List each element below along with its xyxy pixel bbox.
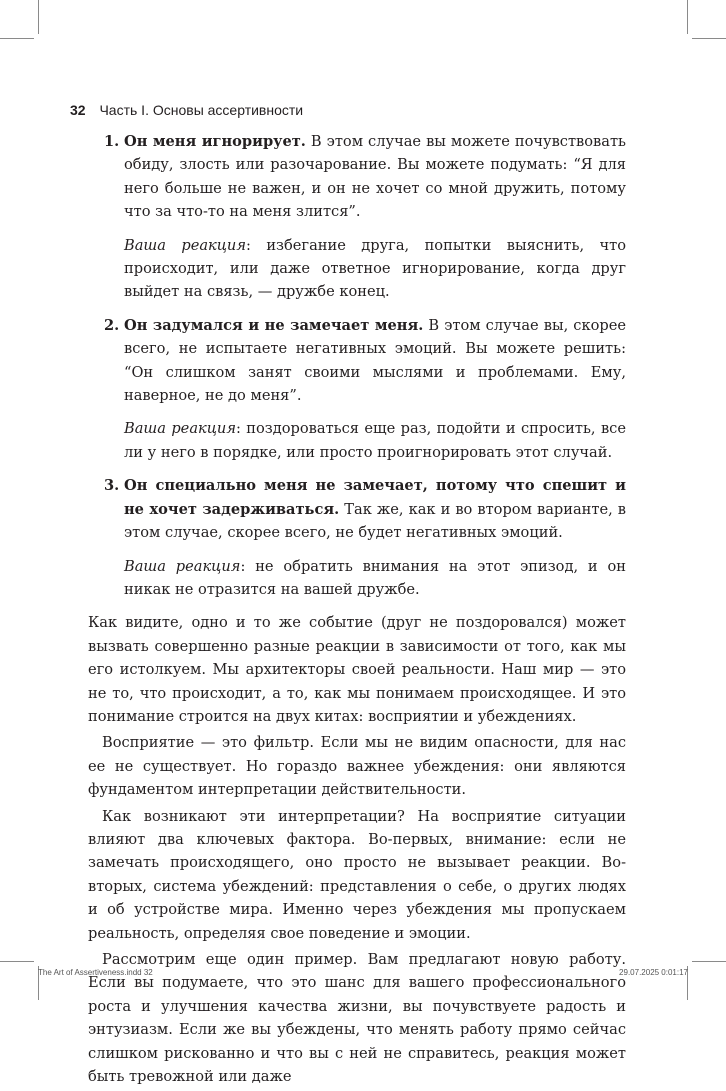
list-item <box>104 314 626 464</box>
paragraph: Рассмотрим еще один пример. Вам предлагают новую работу. Если вы подумаете, что это шанс для вашего профессионального роста и улучшения качества жизни, вы почувствуете радость и энтузиазм. Если же вы убеждены, что менять работу прямо сейчас слишком рискованно и что вы с ней не справитесь, реакция может быть тревожной или даже <box>88 951 626 1086</box>
list-number: 3. <box>104 477 120 495</box>
list-item <box>104 130 626 304</box>
footer-timestamp: 29.07.2025 0:01:17 <box>619 968 688 977</box>
reaction-label: Ваша реакция <box>124 236 246 254</box>
page-number: 32 <box>70 102 86 118</box>
list-item-heading: Он задумался и не замечает меня. <box>124 316 424 334</box>
running-title: Часть I. Основы ассертивности <box>99 102 304 118</box>
list-item <box>104 474 626 601</box>
crop-mark <box>692 961 726 962</box>
crop-mark <box>692 38 726 39</box>
list-item-heading: Он специально меня не замечает, потому что спешит и не хочет задерживаться. <box>124 477 626 518</box>
running-header <box>70 102 303 118</box>
reaction-text: Ваша реакция: поздороваться еще раз, подойти и спросить, все ли у него в порядке, или просто проигнорировать этот случай. <box>124 420 626 461</box>
footer-file: The Art of Assertiveness.indd 32 <box>38 968 153 977</box>
list-number: 2. <box>104 316 120 334</box>
body-text <box>88 611 626 1088</box>
list-item-text: Он специально меня не замечает, потому что спешит и не хочет задерживаться. Так же, как и во втором варианте, в этом случае, скорее всего, не будет негативных эмоций. <box>124 477 626 542</box>
crop-mark <box>0 961 34 962</box>
list-item-text: Он задумался и не замечает меня. В этом случае вы, скорее всего, не испытаете негативных эмоций. Вы можете решить: “Он слишком занят своими мыслями и проблемами. Ему, наверное, не до меня”. <box>124 316 626 405</box>
crop-mark <box>0 38 34 39</box>
crop-mark <box>38 0 39 34</box>
paragraph: Как возникают эти интерпретации? На восприятие ситуации влияют два ключевых фактора. Во-первых, внимание: если не замечать происходящего, оно просто не вызывает реакции. Во-вторых, система убеждений: представления о себе, о других людях и об устройстве мира. Именно через убеждения мы пропускаем реальность, определяя свое поведение и эмоции. <box>88 807 626 942</box>
list-number: 1. <box>104 133 120 150</box>
paragraph: Как видите, одно и то же событие (друг не поздоровался) может вызвать совершенно разные реакции в зависимости от того, как мы его истолкуем. Мы архитекторы своей реальности. Наш мир — это не то, что происходит, а то, как мы понимаем происходящее. И это понимание строится на двух китах: восприятии и убеждениях. <box>88 614 626 725</box>
crop-mark <box>687 0 688 34</box>
list-item-heading: Он меня игнорирует. <box>124 133 306 150</box>
reaction-text: Ваша реакция: не обратить внимания на этот эпизод, и он никак не отразится на вашей дружбе. <box>124 557 627 598</box>
reaction-label: Ваша реакция <box>124 557 241 575</box>
paragraph: Восприятие — это фильтр. Если мы не видим опасности, для нас ее не существует. Но гораздо важнее убеждения: они являются фундаментом интерпретации действительности. <box>88 734 626 799</box>
reaction-text: Ваша реакция: избегание друга, попытки выяснить, что происходит, или даже ответное игнорирование, когда друг выйдет на связь, — дружбе конец. <box>124 236 626 301</box>
list-item-text: Он меня игнорирует. В этом случае вы можете почувствовать обиду, злость или разочарование. Вы можете подумать: “Я для него больше не важен, и он не хочет со мной дружить, потому что за что-то на меня злится”. <box>124 133 626 221</box>
reaction-label: Ваша реакция <box>124 420 236 438</box>
